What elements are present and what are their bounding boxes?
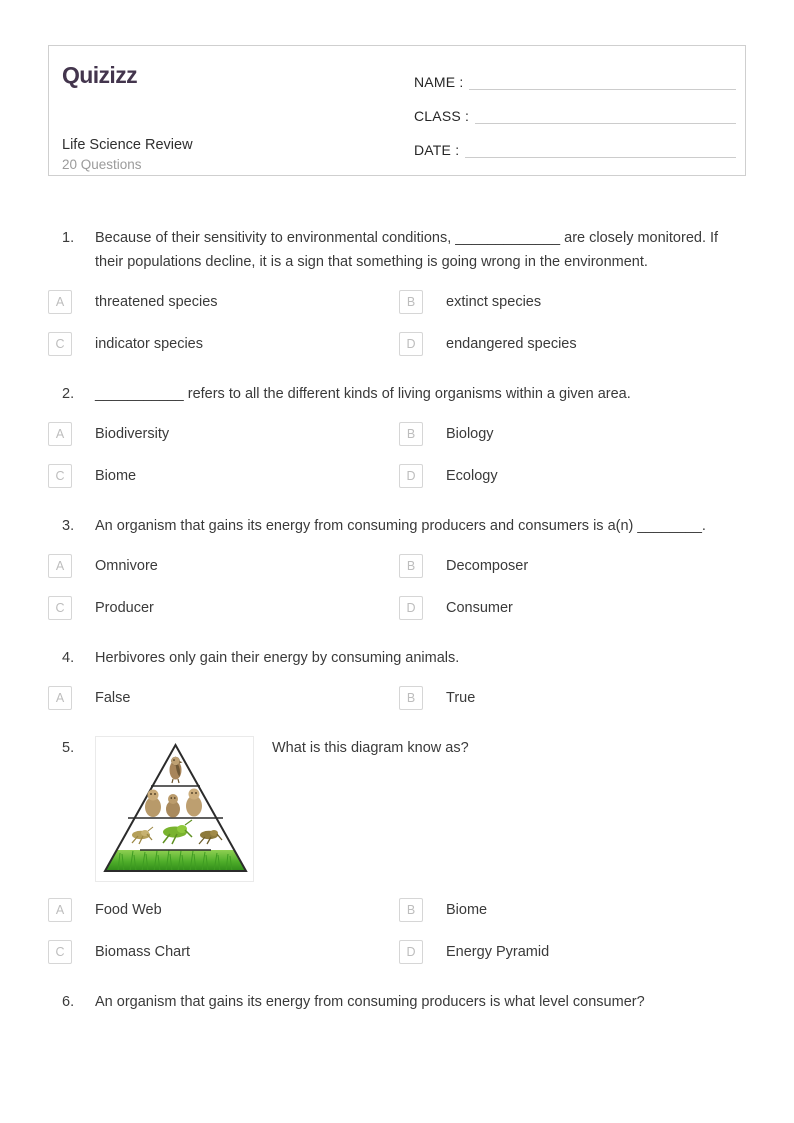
option-label: Omnivore bbox=[95, 558, 158, 574]
answer-option-a[interactable] bbox=[48, 898, 399, 922]
questions-list bbox=[0, 226, 794, 1014]
option-letter-badge: D bbox=[399, 464, 423, 488]
answer-option-b[interactable] bbox=[399, 554, 750, 578]
answer-option-d[interactable] bbox=[399, 464, 750, 488]
option-letter-badge: C bbox=[48, 940, 72, 964]
option-label: Decomposer bbox=[446, 558, 529, 574]
class-field-row bbox=[414, 93, 736, 127]
answer-option-a[interactable] bbox=[48, 686, 399, 710]
question-image bbox=[95, 736, 254, 882]
option-label: Biome bbox=[446, 902, 488, 918]
option-label: threatened species bbox=[95, 294, 218, 310]
option-label: Biomass Chart bbox=[95, 944, 191, 960]
question-row bbox=[0, 514, 794, 538]
option-letter-badge: D bbox=[399, 940, 423, 964]
block-spacer bbox=[0, 710, 794, 736]
name-field-row bbox=[414, 59, 736, 93]
option-letter-badge: B bbox=[399, 686, 423, 710]
question-number: 2. bbox=[62, 386, 75, 402]
answer-options bbox=[0, 554, 794, 620]
option-label: Consumer bbox=[446, 600, 513, 616]
answer-option-b[interactable] bbox=[399, 290, 750, 314]
option-label: True bbox=[446, 690, 476, 706]
answer-option-a[interactable] bbox=[48, 422, 399, 446]
student-info-fields bbox=[414, 59, 736, 161]
question-number: 6. bbox=[62, 994, 75, 1010]
answer-options bbox=[0, 898, 794, 964]
quizizz-logo: Quizizz bbox=[62, 62, 138, 88]
option-label: indicator species bbox=[95, 336, 203, 352]
header-left-section bbox=[62, 56, 402, 172]
question-number: 3. bbox=[62, 518, 75, 534]
option-letter-badge: A bbox=[48, 554, 72, 578]
block-spacer bbox=[0, 488, 794, 514]
question-row bbox=[0, 736, 794, 882]
option-label: Biodiversity bbox=[95, 426, 170, 442]
answer-option-b[interactable] bbox=[399, 422, 750, 446]
answer-option-c[interactable] bbox=[48, 464, 399, 488]
option-letter-badge: B bbox=[399, 898, 423, 922]
option-letter-badge: D bbox=[399, 596, 423, 620]
question-text: What is this diagram know as? bbox=[272, 740, 469, 756]
question-block bbox=[0, 514, 794, 646]
option-label: False bbox=[95, 690, 131, 706]
option-letter-badge: A bbox=[48, 290, 72, 314]
option-label: Producer bbox=[95, 600, 154, 616]
answer-options bbox=[0, 290, 794, 356]
answer-option-c[interactable] bbox=[48, 940, 399, 964]
answer-option-b[interactable] bbox=[399, 898, 750, 922]
question-block bbox=[0, 226, 794, 382]
energy-pyramid-svg bbox=[96, 737, 254, 882]
class-input-line[interactable] bbox=[475, 123, 736, 124]
answer-option-a[interactable] bbox=[48, 290, 399, 314]
option-letter-badge: C bbox=[48, 596, 72, 620]
question-row bbox=[0, 382, 794, 406]
answer-option-b[interactable] bbox=[399, 686, 750, 710]
option-label: Biology bbox=[446, 426, 494, 442]
option-label: endangered species bbox=[446, 336, 577, 352]
answer-option-d[interactable] bbox=[399, 940, 750, 964]
answer-options bbox=[0, 686, 794, 710]
answer-option-c[interactable] bbox=[48, 332, 399, 356]
block-spacer bbox=[0, 964, 794, 990]
option-letter-badge: B bbox=[399, 290, 423, 314]
option-label: Energy Pyramid bbox=[446, 944, 550, 960]
question-block bbox=[0, 736, 794, 990]
date-field-row bbox=[414, 127, 736, 161]
option-letter-badge: A bbox=[48, 422, 72, 446]
option-letter-badge: C bbox=[48, 464, 72, 488]
question-number: 4. bbox=[62, 650, 75, 666]
name-input-line[interactable] bbox=[469, 89, 736, 90]
question-text: Herbivores only gain their energy by consuming animals. bbox=[95, 650, 460, 666]
answer-option-a[interactable] bbox=[48, 554, 399, 578]
question-block bbox=[0, 646, 794, 736]
option-letter-badge: B bbox=[399, 554, 423, 578]
question-number: 5. bbox=[62, 740, 75, 756]
answer-option-c[interactable] bbox=[48, 596, 399, 620]
block-spacer bbox=[0, 356, 794, 382]
question-row bbox=[0, 646, 794, 670]
energy-pyramid-diagram bbox=[95, 736, 254, 882]
option-letter-badge: A bbox=[48, 686, 72, 710]
question-text: Because of their sensitivity to environmental conditions, _____________ are closely monitored. If their populations decline, it is a sign that something is going wrong in the environment. bbox=[95, 230, 719, 270]
option-letter-badge: D bbox=[399, 332, 423, 356]
date-field-label: DATE : bbox=[414, 142, 460, 158]
block-spacer bbox=[0, 620, 794, 646]
question-text: ___________ refers to all the different kinds of living organisms within a given area. bbox=[95, 386, 631, 402]
option-label: Biome bbox=[95, 468, 137, 484]
date-input-line[interactable] bbox=[465, 157, 736, 158]
question-block bbox=[0, 382, 794, 514]
option-label: extinct species bbox=[446, 294, 542, 310]
answer-options bbox=[0, 422, 794, 488]
question-count-label: 20 Questions bbox=[62, 157, 142, 172]
class-field-label: CLASS : bbox=[414, 108, 470, 124]
question-block bbox=[0, 990, 794, 1014]
name-field-label: NAME : bbox=[414, 74, 464, 90]
answer-option-d[interactable] bbox=[399, 332, 750, 356]
option-letter-badge: A bbox=[48, 898, 72, 922]
option-letter-badge: B bbox=[399, 422, 423, 446]
option-label: Ecology bbox=[446, 468, 498, 484]
option-label: Food Web bbox=[95, 902, 162, 918]
question-row bbox=[0, 226, 794, 274]
quiz-title: Life Science Review bbox=[62, 137, 193, 153]
question-text: An organism that gains its energy from consuming producers and consumers is a(n) ________. bbox=[95, 518, 706, 534]
worksheet-header-card bbox=[48, 45, 746, 176]
option-letter-badge: C bbox=[48, 332, 72, 356]
question-number: 1. bbox=[62, 230, 75, 246]
question-text: An organism that gains its energy from consuming producers is what level consumer? bbox=[95, 994, 645, 1010]
answer-option-d[interactable] bbox=[399, 596, 750, 620]
question-row bbox=[0, 990, 794, 1014]
